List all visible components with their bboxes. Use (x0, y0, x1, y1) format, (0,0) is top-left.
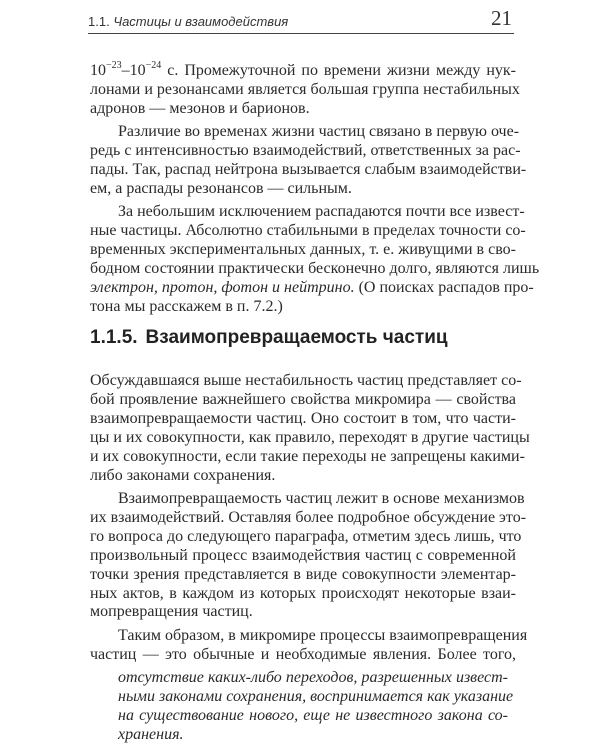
text-line: За небольшим исключением распадаются почти все извест- (118, 203, 525, 221)
text-line: Таким образом, в микромире процессы взаимопревращения (118, 626, 528, 644)
text-line: ных актов, в каждом из которых происходят некоторые взаи- (90, 584, 516, 602)
section-number: 1.1.5. (90, 327, 138, 349)
page-number: 21 (491, 6, 512, 30)
header-rule (88, 33, 514, 34)
text-line: Взаимопревращаемость частиц лежит в основе механизмов (118, 490, 525, 508)
text-line: и их совокупности, если такие переходы не запрещены какими- (90, 447, 525, 465)
text-line: го вопроса до следующего параграфа, отметим здесь лишь, что (90, 527, 522, 545)
text-line: Различие во временах жизни частиц связано в первую оче- (118, 123, 520, 141)
text-line: либо законами сохранения. (90, 466, 276, 484)
text-line: тона мы расскажем в п. 7.2.) (90, 297, 283, 315)
quote-line: на существование нового, еще не известного закона со- (118, 707, 508, 725)
text-line: пады. Так, распад нейтрона вызывается слабым взаимодействи- (90, 161, 527, 179)
running-title (88, 14, 288, 29)
text-line: адронов — мезонов и барионов. (90, 99, 310, 117)
text-line: ем, а распады резонансов — сильным. (90, 179, 352, 197)
text-line: взаимопревращаемости частиц. Оно состоит в том, что части- (90, 410, 516, 428)
text-line: цы и их совокупности, как правило, переходят в другие частицы (90, 428, 530, 446)
running-header (88, 4, 514, 34)
quote-line: ными законами сохранения, воспринимается как указание (118, 688, 514, 706)
section-heading (90, 327, 448, 349)
stable-particles-italic: электрон, протон, фотон и нейтрино. (90, 278, 355, 296)
text-line: лонами и резонансами является большая группа нестабильных (90, 80, 520, 98)
quote-line: отсутствие каких-либо переходов, разрешенных извест- (118, 669, 508, 687)
section-title: Взаимопревращаемость частиц (145, 327, 448, 349)
text-line: произвольный процесс взаимодействия частиц с современной (90, 546, 516, 564)
text-line: электрон, протон, фотон и нейтрино. (О поисках распадов про- (90, 278, 534, 296)
text-line: частиц — это обычные и необходимые явления. Более того, (90, 645, 516, 663)
text-line: $10^{-23}-10^{-24}$ с. Промежуточной по времени жизни между нук- (90, 59, 516, 79)
running-section-number: 1.1. (88, 14, 110, 29)
quote-line: хранения. (118, 726, 184, 743)
text-line: редь с интенсивностью взаимодействий, ответственных за рас- (90, 142, 521, 160)
text-line: точки зрения представляется в виде совокупности элементар- (90, 565, 516, 583)
running-section-title: Частицы и взаимодействия (113, 14, 289, 29)
text-line: мопревращения частиц. (90, 603, 253, 621)
text-line: бодном состоянии практически бесконечно долго, являются лишь (90, 260, 540, 278)
text-line: ные частицы. Абсолютно стабильными в пределах точности со- (90, 222, 526, 240)
text-line: их взаимодействий. Оставляя более подробное обсуждение это- (90, 509, 527, 527)
text-line: временных экспериментальных данных, т. е. живущими в сво- (90, 241, 516, 259)
text-line: бой проявление важнейшего свойства микромира — свойства (90, 391, 516, 409)
text-line: Обсуждавшаяся выше нестабильность частиц представляет со- (90, 372, 522, 390)
